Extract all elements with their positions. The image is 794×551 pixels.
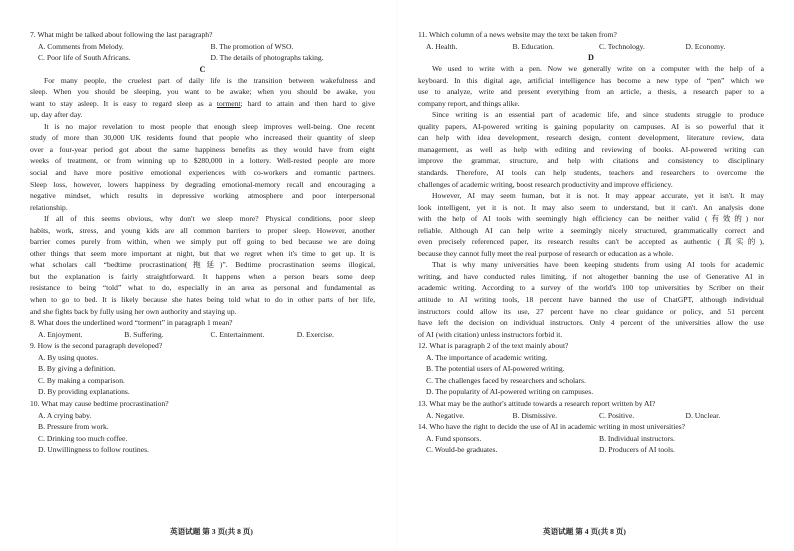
q7-option-b[interactable]: B. The promotion of WSO. [210,41,294,51]
text-line: but the explanation is fairly straightforward. It happens when a person bears some deep [30,271,375,281]
text-line: other things that seem more important at night, but that we regret when it's time to get up. It is [30,248,375,258]
text-line: with the help of AI tools with seemingly high efficiency can be neither valid (有效的) nor [418,214,764,224]
text-line: because they cannot fully meet the real purpose of research or education as a whole. [418,248,674,258]
text-line: For many people, the cruelest part of daily life is the transition between wakefulness and [44,75,375,85]
text-line: That is why many universities have been keeping students from using AI tools for academic [432,260,764,270]
passage-c-paragraph-1 [30,75,375,121]
text-line: reliable. Although AI can help write a seemingly nicely structured, grammatically correct and [418,225,764,235]
text-line: However, AI may seem human, but it is not. It may appear accurate, yet it isn't. It may [432,191,764,201]
text-line: standards. Therefore, AI tools can help students, teachers and researchers to overcome the [418,168,764,178]
text-line: barrier comes purely from within, when we simply put off going to bed because we are doing [30,237,375,247]
passage-d-paragraph-2 [418,109,764,190]
q14-option-c[interactable]: C. Would-be graduates. [426,445,498,455]
text-line: management, as well as help with editing and reviewing of books. AI-powered writing can [418,144,764,154]
text-line: improve the grammar, structure, and help with citations and consistency to disciplinary [418,156,764,166]
text-line: writing, and have conducted rules limiting, if not altogether banning the use of Generative AI in [418,271,764,281]
text-line: over a four-year period got about the same happiness benefits as they would have from eight [30,144,375,154]
passage-c-paragraph-3 [30,213,375,317]
q8-options [30,329,375,341]
q8-stem: 8. What does the underlined word “torment” in paragraph 1 mean? [30,318,233,328]
q14-option-a[interactable]: A. Fund sponsors. [426,433,482,443]
text-span: ; hard to attain and then hard to give [240,98,375,108]
q9-option-a[interactable]: A. By using quotes. [38,352,99,362]
text-line: It is no major revelation to most people that enough sleep improves well-being. One recent [44,121,375,131]
text-line: when to go to bed. It is likely because she hates being told what to do in other parts of her life, [30,295,375,305]
q7-option-a[interactable]: A. Comments from Melody. [38,41,124,51]
text-line: We used to write with a pen. Now we generally write on a computer with the help of a [432,64,764,74]
text-line: up, day after day. [30,110,83,120]
q10-option-a[interactable]: A. A crying baby. [38,410,92,420]
right-page-footer: 英语试题 第 4 页(共 8 页) [543,527,626,536]
text-line: can help with idea development, research design, content development, literature review, data [418,133,764,143]
text-line [30,98,375,110]
text-line: social and have more positive emotional experiences with co-workers and romantic partners. [30,168,375,178]
section-d-heading: D [588,53,594,63]
passage-d-paragraph-3 [418,190,764,259]
text-line: If all of this seems obvious, why don't we sleep more? Physical conditions, poor sleep [44,214,375,224]
q13-option-a[interactable]: A. Negative. [426,410,465,420]
passage-d-paragraph-4 [418,259,764,340]
text-line: academic writing. According to a survey of the world's 100 top universities by Scriber on their [418,283,764,293]
q11-option-a[interactable]: A. Health. [426,41,458,51]
q14-option-d[interactable]: D. Producers of AI tools. [599,445,675,455]
q14-options [418,433,764,445]
text-line: look intelligent, yet it is not. It may also seem to understand, but it can't. An analysis done [418,202,764,212]
q8-option-b[interactable]: B. Suffering. [124,329,164,339]
q12-option-b[interactable]: B. The potential users of AI-powered writing. [426,364,565,374]
text-line: challenges of academic writing, boost research productivity and improve efficiency. [418,179,673,189]
q13-option-c[interactable]: C. Positive. [599,410,635,420]
left-page-footer: 英语试题 第 3 页(共 8 页) [170,527,253,536]
q14-stem: 14. Who have the right to decide the use of AI in academic writing in most universities? [418,422,686,432]
q11-options [418,41,764,53]
text-line: use to analyze, write and present everything from an article, a thesis, a research paper to a [418,87,764,97]
q12-option-d[interactable]: D. The popularity of AI-powered writing on campuses. [426,387,594,397]
text-line: study of more than 30,000 UK residents found that people who increased their quantity of sleep [30,133,375,143]
q7-options [30,41,375,53]
text-line: even precisely referenced paper, its research results can't be accepted as authentic (真实的), [418,237,764,247]
text-line: attitude to AI writing tools, 18 percent have banned the use of ChatGPT, although individual [418,295,764,305]
text-line: of AI (with citation) unless instructors forbid it. [418,329,563,339]
passage-c-paragraph-2 [30,121,375,213]
section-c-heading: C [199,64,206,74]
text-line: Since writing is an essential part of academic life, and since students struggle to produce [432,110,764,120]
q10-option-c[interactable]: C. Drinking too much coffee. [38,433,128,443]
q14-options-2 [418,444,764,456]
q9-option-c[interactable]: C. By making a comparison. [38,375,125,385]
passage-d-paragraph-1 [418,63,764,109]
q8-option-a[interactable]: A. Enjoyment. [38,329,83,339]
q12-option-a[interactable]: A. The importance of academic writing. [426,352,548,362]
q9-stem: 9. How is the second paragraph developed? [30,341,163,351]
right-page [418,29,764,456]
q11-option-c[interactable]: C. Technology. [599,41,645,51]
q12-stem: 12. What is paragraph 2 of the text mainly about? [418,341,569,351]
text-line: quality papers, AI-powered writing is gaining popularity on campuses. AI is so powerful that it [418,121,764,131]
text-line: resistance to being “told” what to do, especially in an area as personal and fundamental as [30,283,375,293]
q14-option-b[interactable]: B. Individual instructors. [599,433,675,443]
text-span: want to stay asleep. It is easy to regard sleep as a [30,98,217,108]
underlined-word-torment: torment [216,98,241,108]
q13-stem: 13. What may be the author's attitude towards a research report written by AI? [418,398,656,408]
q11-option-b[interactable]: B. Education. [512,41,555,51]
text-line: habits, work, stress, and young kids are all common barriers to proper sleep. However, another [30,225,375,235]
text-line: instructors could allow its use, 27 percent have no clear guidance or policy, and 51 percent [418,306,764,316]
q10-option-d[interactable]: D. Unwillingness to follow routines. [38,445,149,455]
q12-option-c[interactable]: C. The challenges faced by researchers and scholars. [426,375,586,385]
text-line: weeks of treatment, or from winning up to $280,000 in a lottery. Well-rested people are more [30,156,375,166]
q13-option-b[interactable]: B. Dismissive. [512,410,558,420]
text-line: sleep. When you should be sleeping, you want to be awake; when you should be awake, you [30,87,375,97]
q8-option-c[interactable]: C. Entertainment. [210,329,265,339]
q9-option-b[interactable]: B. By giving a definition. [38,364,116,374]
page-divider [396,0,397,551]
q10-option-b[interactable]: B. Pressure from work. [38,422,109,432]
q13-options [418,410,764,422]
q7-options-2 [30,52,375,64]
q11-stem: 11. Which column of a news website may the text be taken from? [418,30,617,39]
q7-option-c[interactable]: C. Poor life of South Africans. [38,53,131,63]
q9-option-d[interactable]: D. By providing explanations. [38,387,130,397]
left-page [30,29,375,456]
q7-option-d[interactable]: D. The details of photographs taking. [210,53,324,63]
q7-stem: 7. What might be talked about following the last paragraph? [30,30,213,39]
text-line: and she fights back by fully using her own authority and staying up. [30,306,237,316]
text-line: keyboard. In this digital age, artificial intelligence has become a new type of “pen” which we [418,75,764,85]
text-line: company report, and things alike. [418,98,520,108]
q11-option-d[interactable]: D. Economy. [685,41,726,51]
q13-option-d[interactable]: D. Unclear. [685,410,721,420]
text-line: negative mindset, which results in depressive working atmosphere and poor interpersonal [30,191,375,201]
text-line: have left the decision on individual instructors. Only 4 percent of the universities allow the use [418,318,764,328]
q8-option-d[interactable]: D. Exercise. [296,329,335,339]
text-line: what scholars call “bedtime procrastination(拖延)”. Bedtime procrastination seems illogical, [30,260,375,270]
text-line: Sleep loss, however, lowers happiness by degrading emotional-memory recall and encouraging a [30,179,375,189]
text-line: relationship. [30,202,68,212]
q10-stem: 10. What may cause bedtime procrastination? [30,398,169,408]
